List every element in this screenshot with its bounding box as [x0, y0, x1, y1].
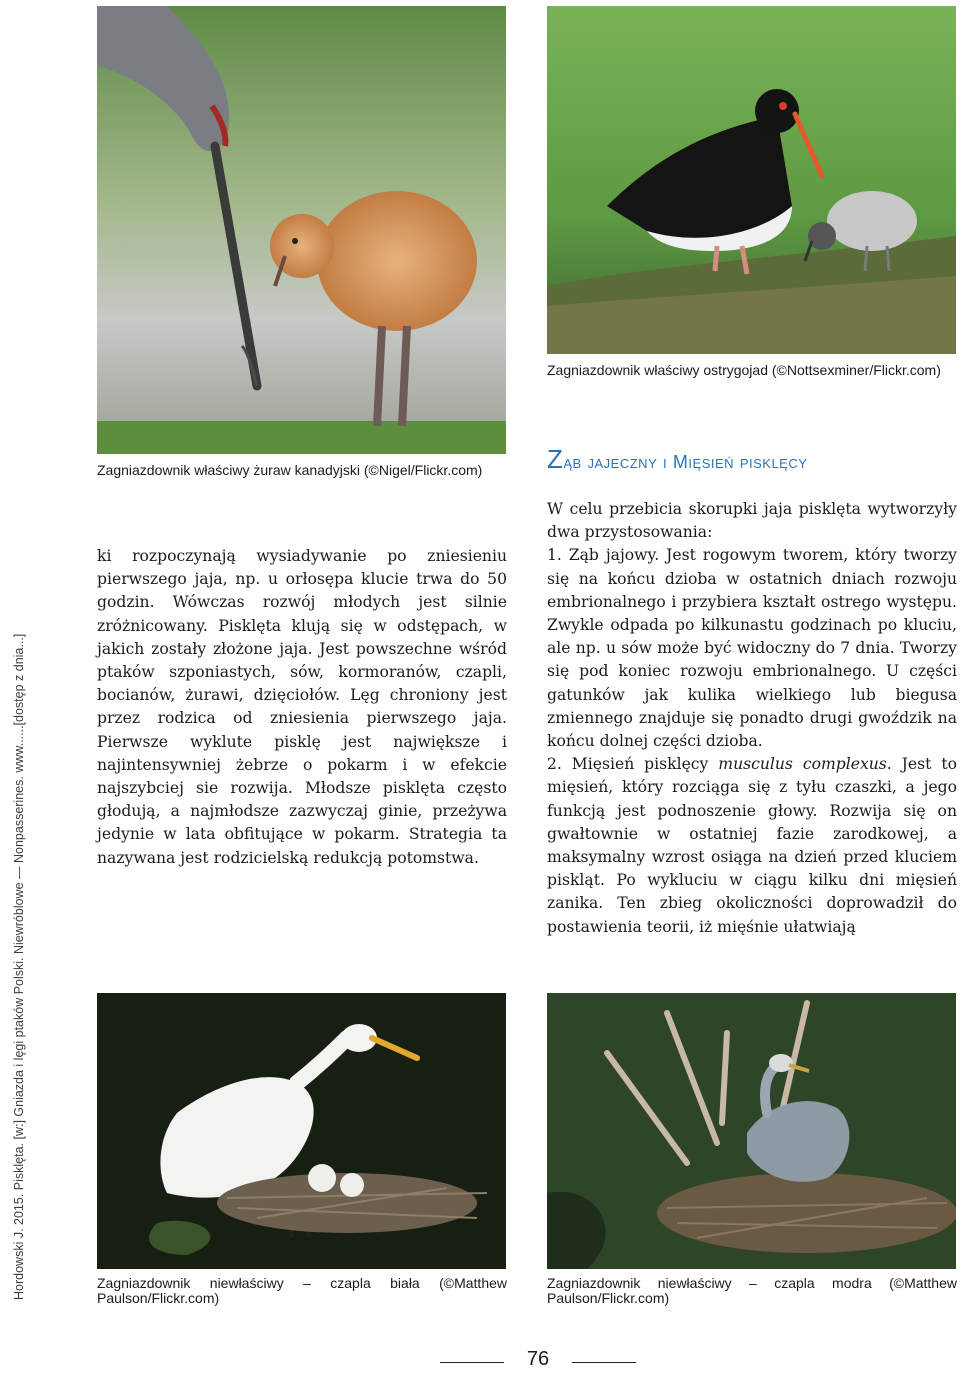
heading-initial-2: m [672, 444, 689, 474]
side-citation-strip [8, 455, 30, 1300]
page-number-block [440, 1348, 636, 1372]
item2-latin: musculus complexus [718, 755, 887, 774]
oystercatcher-photo [547, 6, 956, 354]
item2-rest: . Jest to mięsień, który rozciąga się z tyłu czaszki, a jego funkcją jest podnoszenie głowy. Rozwija się on gwałtownie w ostatniej fazie zarodkowej, a maksymalny wzrost osiąga na dzień przed kluciem piskląt. Po wykluciu w ciągu kilku dni mięsień zanika. Ten zbieg okoliczności doprowadził do postawienia teorii, iż mięśnie ułatwiają [547, 755, 958, 936]
heron-caption: Zagniazdownik niewłaściwy – czapla modra (©Matthew Paulson/Flickr.com) [547, 1275, 957, 1306]
egret-caption: Zagniazdownik niewłaściwy – czapla biała (©Matthew Paulson/Flickr.com) [97, 1275, 507, 1306]
page-rule-right [572, 1362, 636, 1363]
page-number: 76 [526, 1348, 550, 1370]
right-item-2 [547, 753, 957, 939]
right-item-1: 1. Ząb jajowy. Jest rogowym tworem, który tworzy się na końcu dzioba w ostatnich dniach rozwoju embrionalnego i przybiera kształt ostrego występu. Zwykle odpada po kilkunastu godzinach po kluciu, ale np. u sów może być widoczny do 7 dnia. Tworzy się pod koniec rozwoju embrionalnego. U części gatunków jak kulika wielkiego lub biegusa zmiennego znajduje się ponadto drugi gwoździk na końcu dolnej części dzioba. [547, 546, 957, 751]
left-column-text [97, 545, 507, 870]
page-rule-left [440, 1362, 504, 1363]
heading-rest-2: ięsień pisklęcy [688, 452, 808, 473]
egret-photo [97, 993, 506, 1269]
right-column-text [547, 498, 957, 939]
crane-caption: Zagniazdownik właściwy żuraw kanadyjski (©Nigel/Flickr.com) [97, 462, 483, 478]
right-intro: W celu przebicia skorupki jaja pisklęta wytworzyły dwa przystosowania: [547, 500, 957, 542]
heron-photo [547, 993, 956, 1269]
heading-rest-1: ąb jajeczny i [563, 452, 673, 473]
oystercatcher-caption: Zagniazdownik właściwy ostrygojad (©Nottsexminer/Flickr.com) [547, 362, 941, 378]
side-citation: Hordowski J. 2015. Pisklęta. [w:] Gniazda i lęgi ptaków Polski. Niewróblowe — Nonpasserines. www......[dostęp z dnia...] [12, 633, 26, 1300]
item2-prefix: 2. Mięsień pisklęcy [547, 755, 719, 774]
section-heading [547, 444, 957, 475]
crane-photo [97, 6, 506, 454]
heading-initial-1: Z [547, 444, 564, 474]
left-paragraph: ki rozpoczynają wysiadywanie po zniesieniu pierwszego jaja, np. u orłosępa klucie trwa do 50 godzin. Wówczas rozwój młodych jest silnie zróżnicowany. Pisklęta klują się w odstępach, w jakich zostały złożone jaja. Jest powszechne wśród ptaków szponiastych, sów, kormoranów, czapli, bocianów, żurawi, dzięciołów. Lęg chroniony jest przez rodzica od zniesienia pierwszego jaja. Pierwsze wyklute pisklę jest największe i najintensywniej żebrze o pokarm i w efekcie najszybciej sie rozwija. Młodsze pisklęta często głodują, a najmłodsze zazwyczaj ginie, przeżywa jedynie w lata obfitujące w pokarm. Strategia ta nazywana jest rodzicielską redukcją potomstwa. [97, 547, 507, 867]
